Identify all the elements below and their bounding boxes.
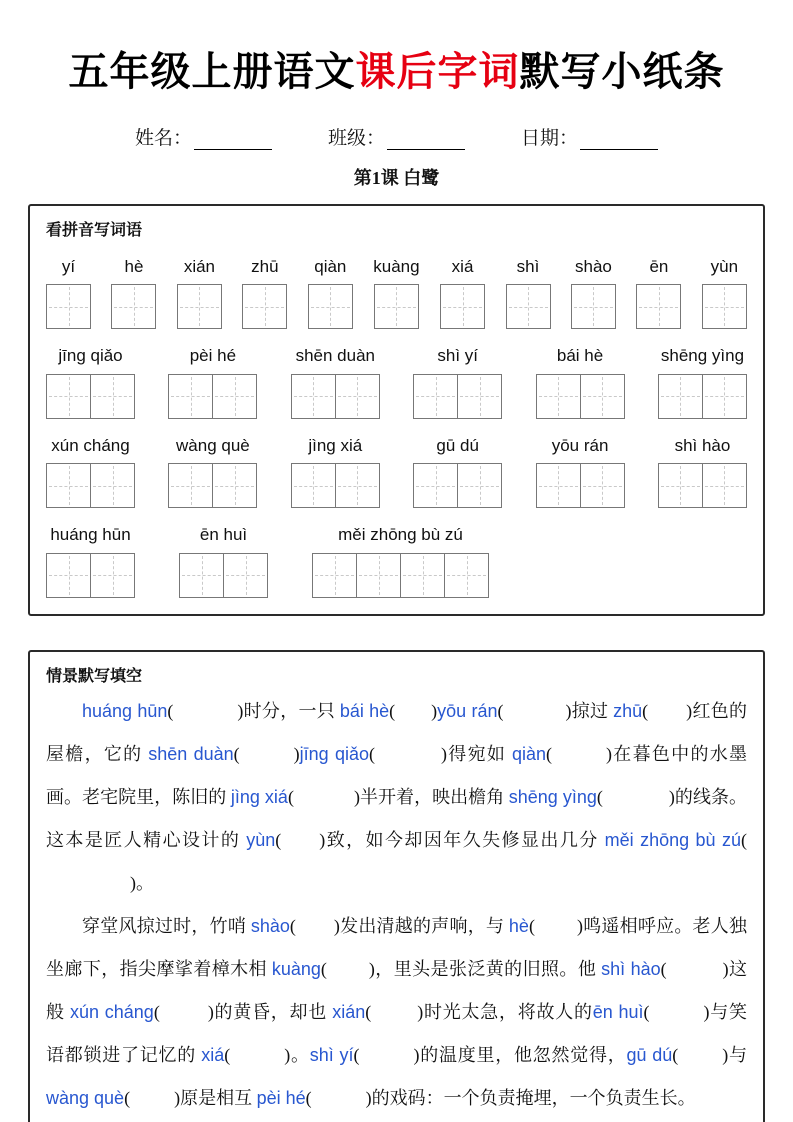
- open-paren: (: [368, 743, 375, 764]
- chinese-text: 的黄昏，却也: [213, 1001, 333, 1022]
- pinyin-grid-rows: [46, 257, 747, 598]
- pinyin-text: jīng qiǎo: [299, 743, 369, 764]
- lesson-title: 第1课 白鹭: [353, 168, 440, 188]
- pinyin-row: [46, 257, 747, 329]
- writing-grid: [636, 284, 681, 329]
- writing-cell: [636, 284, 681, 329]
- pinyin-word-item: [111, 257, 156, 329]
- fill-in-blank: [173, 716, 237, 717]
- open-paren: (: [741, 829, 748, 850]
- writing-cell: [179, 553, 224, 598]
- pinyin-label: bái hè: [556, 346, 604, 366]
- pinyin-text: yōu rán: [437, 700, 498, 721]
- pinyin-word-item: [46, 436, 135, 508]
- pinyin-text: yùn: [246, 829, 276, 850]
- open-paren: (: [305, 1087, 312, 1108]
- page-title: [28, 40, 765, 97]
- chinese-text: 半开着，映出檐角: [359, 786, 509, 807]
- close-paren: ): [368, 958, 375, 979]
- writing-cell: [702, 284, 747, 329]
- info-field-label: 姓名：: [134, 128, 192, 149]
- writing-grid: [46, 553, 135, 598]
- pinyin-word-item: [636, 257, 681, 329]
- writing-grid: [46, 284, 91, 329]
- pinyin-text: xún cháng: [70, 1001, 154, 1022]
- page-title-part: 课后字词: [355, 50, 520, 94]
- pinyin-word-item: [413, 346, 502, 418]
- pinyin-word-item: [413, 436, 502, 508]
- pinyin-word-item: [571, 257, 616, 329]
- open-paren: (: [596, 786, 603, 807]
- pinyin-text: xiá: [201, 1044, 225, 1065]
- pinyin-word-item: [179, 525, 268, 597]
- chinese-text: 。: [290, 1044, 310, 1065]
- info-field-label: 班级：: [327, 128, 385, 149]
- info-field-write-line: [387, 128, 465, 150]
- writing-cell: [335, 463, 380, 508]
- writing-cell: [46, 284, 91, 329]
- pinyin-label: xián: [183, 257, 215, 276]
- writing-cell: [506, 284, 551, 329]
- pinyin-label: yùn: [710, 257, 739, 276]
- chinese-text: 。: [136, 872, 154, 893]
- info-field: [521, 123, 658, 150]
- open-paren: (: [289, 915, 296, 936]
- chinese-text: 时分，一只: [243, 700, 340, 721]
- pinyin-section-heading: 看拼音写词语: [46, 222, 143, 239]
- chinese-text: 鸣遥相呼应。老人独坐廊下，指尖摩挲着樟木相: [46, 915, 748, 979]
- info-fields: [28, 123, 765, 150]
- writing-grid: [179, 553, 268, 598]
- chinese-text: 与笑语都锁进了记忆的: [46, 1001, 748, 1065]
- pinyin-word-item: [46, 257, 91, 329]
- writing-grid: [168, 463, 257, 508]
- writing-cell: [177, 284, 222, 329]
- writing-cell: [400, 553, 445, 598]
- fill-in-blank: [371, 1017, 417, 1018]
- chinese-text: 致，如今却因年久失修显出几分: [325, 829, 605, 850]
- writing-cell: [702, 463, 747, 508]
- close-paren: ): [130, 872, 136, 893]
- fill-in-blank: [535, 931, 577, 932]
- pinyin-word-item: [658, 346, 747, 418]
- fill-in-blank: [648, 716, 686, 717]
- pinyin-label: yōu rán: [551, 435, 609, 455]
- pinyin-word-item: [308, 257, 353, 329]
- info-field-label: 日期：: [521, 128, 579, 149]
- close-paren: ): [417, 1001, 424, 1022]
- pinyin-text: bái hè: [339, 700, 390, 721]
- fill-in-blank: [312, 1103, 366, 1104]
- pinyin-label: xiá: [451, 257, 474, 276]
- open-paren: (: [233, 743, 240, 764]
- open-paren: (: [642, 700, 649, 721]
- page-title-part: 五年级上册语文: [68, 50, 356, 94]
- pinyin-text: gū dú: [626, 1044, 673, 1065]
- close-paren: ): [722, 1044, 729, 1065]
- pinyin-word-item: [46, 346, 135, 418]
- chinese-text: 在暮色中的水墨画。老宅院里，陈旧的: [46, 743, 748, 807]
- pinyin-word-item: [168, 436, 257, 508]
- pinyin-text: kuàng: [271, 958, 321, 979]
- writing-cell: [168, 374, 213, 419]
- pinyin-text: xián: [332, 1001, 366, 1022]
- writing-grid: [177, 284, 222, 329]
- writing-cell: [444, 553, 489, 598]
- open-paren: (: [124, 1087, 131, 1108]
- pinyin-label: kuàng: [373, 257, 420, 276]
- writing-cell: [335, 374, 380, 419]
- info-field: [328, 123, 465, 150]
- pinyin-label: shēng yìng: [660, 346, 745, 366]
- open-paren: (: [389, 700, 396, 721]
- writing-cell: [242, 284, 287, 329]
- open-paren: (: [353, 1044, 360, 1065]
- writing-cell: [308, 284, 353, 329]
- fill-in-blank: [130, 1103, 174, 1104]
- close-paren: ): [353, 786, 360, 807]
- writing-grid: [291, 374, 380, 419]
- chinese-text: 红色的屋檐，它的: [46, 700, 747, 764]
- writing-cell: [291, 463, 336, 508]
- pinyin-label: xún cháng: [51, 435, 130, 455]
- fill-in-blank: [360, 1060, 414, 1061]
- chinese-text: 这般: [46, 958, 748, 1022]
- writing-grid: [702, 284, 747, 329]
- open-paren: (: [365, 1001, 372, 1022]
- pinyin-label: shào: [575, 257, 612, 276]
- writing-cell: [580, 463, 625, 508]
- close-paren: ): [703, 1001, 710, 1022]
- fill-in-blank: [327, 974, 369, 975]
- pinyin-row: [46, 346, 747, 418]
- dictation-paragraphs: [46, 690, 747, 1120]
- pinyin-label: pèi hé: [189, 346, 237, 366]
- pinyin-label: shì yí: [437, 346, 478, 366]
- writing-cell: [658, 374, 703, 419]
- writing-cell: [536, 463, 581, 508]
- pinyin-word-item: [291, 436, 380, 508]
- writing-grid: [111, 284, 156, 329]
- pinyin-word-item: [536, 346, 625, 418]
- dictation-section: [28, 650, 765, 1122]
- pinyin-text: měi zhōng bù zú: [604, 829, 742, 850]
- writing-grid: [413, 463, 502, 508]
- writing-grid: [46, 463, 135, 508]
- open-paren: (: [287, 786, 294, 807]
- fill-in-blank: [395, 716, 431, 717]
- pinyin-word-item: [702, 257, 747, 329]
- writing-cell: [90, 463, 135, 508]
- writing-cell: [291, 374, 336, 419]
- writing-grid: [413, 374, 502, 419]
- writing-grid: [242, 284, 287, 329]
- chinese-text: ，里头是张泛黄的旧照。他: [374, 958, 602, 979]
- pinyin-word-item: [440, 257, 485, 329]
- close-paren: ): [413, 1044, 420, 1065]
- writing-grid: [506, 284, 551, 329]
- pinyin-label: shì: [516, 257, 540, 276]
- chinese-text: 与: [728, 1044, 748, 1065]
- writing-cell: [457, 374, 502, 419]
- close-paren: ): [722, 958, 729, 979]
- close-paren: ): [440, 743, 447, 764]
- writing-cell: [571, 284, 616, 329]
- pinyin-label: gū dú: [436, 435, 479, 455]
- pinyin-text: shào: [250, 915, 290, 936]
- close-paren: ): [207, 1001, 214, 1022]
- chinese-text: 的线条。这本是匠人精心设计的: [46, 786, 748, 850]
- pinyin-label: hè: [124, 257, 144, 276]
- writing-cell: [312, 553, 357, 598]
- pinyin-label: jīng qiǎo: [58, 346, 123, 366]
- close-paren: ): [605, 743, 612, 764]
- pinyin-row: [46, 525, 747, 597]
- pinyin-text: hè: [508, 915, 529, 936]
- fill-in-blank: [294, 802, 354, 803]
- writing-cell: [111, 284, 156, 329]
- writing-grid: [291, 463, 380, 508]
- writing-cell: [356, 553, 401, 598]
- open-paren: (: [224, 1044, 231, 1065]
- writing-cell: [413, 374, 458, 419]
- fill-in-blank: [375, 759, 441, 760]
- open-paren: (: [275, 829, 282, 850]
- info-field-write-line: [194, 128, 272, 150]
- pinyin-word-item: [506, 257, 551, 329]
- info-field: [135, 123, 272, 150]
- pinyin-label: shì hào: [674, 435, 731, 455]
- fill-in-blank: [230, 1060, 284, 1061]
- writing-cell: [702, 374, 747, 419]
- close-paren: ): [431, 700, 438, 721]
- writing-cell: [374, 284, 419, 329]
- chinese-text: 发出清越的声响，与: [339, 915, 509, 936]
- chinese-text: 掠过: [571, 700, 614, 721]
- writing-grid: [308, 284, 353, 329]
- chinese-text: 原是相互: [180, 1087, 257, 1108]
- pinyin-label: yí: [61, 257, 76, 276]
- writing-grid: [168, 374, 257, 419]
- info-field-write-line: [580, 128, 658, 150]
- fill-in-blank: [160, 1017, 208, 1018]
- pinyin-text: shēn duàn: [148, 743, 234, 764]
- pinyin-text: shēng yìng: [508, 786, 597, 807]
- chinese-text: 时光太急，将故人的: [423, 1001, 593, 1022]
- writing-cell: [46, 374, 91, 419]
- writing-cell: [658, 463, 703, 508]
- close-paren: ): [576, 915, 583, 936]
- writing-cell: [580, 374, 625, 419]
- pinyin-text: huáng hūn: [82, 700, 168, 721]
- close-paren: ): [237, 700, 244, 721]
- pinyin-label: qiàn: [314, 257, 347, 276]
- writing-grid: [658, 374, 747, 419]
- pinyin-text: shì hào: [601, 958, 661, 979]
- fill-in-blank: [46, 888, 130, 889]
- writing-grid: [536, 374, 625, 419]
- pinyin-text: pèi hé: [256, 1087, 306, 1108]
- chinese-text: 的戏码：一个负责掩埋，一个负责生长。: [371, 1087, 696, 1108]
- pinyin-label: měi zhōng bù zú: [338, 525, 463, 545]
- writing-grid: [46, 374, 135, 419]
- dictation-paragraph: [46, 905, 747, 1120]
- pinyin-label: wàng què: [176, 435, 250, 455]
- pinyin-text: jìng xiá: [230, 786, 288, 807]
- chinese-text: 穿堂风掠过时，竹哨: [82, 915, 251, 936]
- open-paren: (: [167, 700, 174, 721]
- writing-grid: [658, 463, 747, 508]
- pinyin-word-item: [373, 257, 419, 329]
- open-paren: (: [153, 1001, 160, 1022]
- writing-cell: [46, 463, 91, 508]
- writing-cell: [46, 553, 91, 598]
- fill-in-blank: [667, 974, 723, 975]
- writing-grid: [312, 553, 489, 598]
- open-paren: (: [643, 1001, 650, 1022]
- pinyin-text: shì yí: [309, 1044, 354, 1065]
- pinyin-row: [46, 436, 747, 508]
- pinyin-label: zhū: [251, 257, 279, 276]
- writing-grid: [536, 463, 625, 508]
- writing-cell: [90, 553, 135, 598]
- fill-in-blank: [552, 759, 606, 760]
- close-paren: ): [293, 743, 300, 764]
- writing-cell: [212, 463, 257, 508]
- pinyin-label: ēn huì: [199, 525, 248, 545]
- writing-cell: [457, 463, 502, 508]
- dictation-paragraph: [46, 690, 747, 905]
- fill-in-blank: [281, 845, 319, 846]
- pinyin-label: huáng hūn: [50, 525, 131, 545]
- close-paren: ): [668, 786, 675, 807]
- close-paren: ): [284, 1044, 291, 1065]
- pinyin-word-item: [658, 436, 747, 508]
- open-paren: (: [528, 915, 535, 936]
- open-paren: (: [497, 700, 504, 721]
- pinyin-label: ēn: [649, 257, 669, 276]
- fill-in-blank: [678, 1060, 722, 1061]
- pinyin-word-item: [46, 525, 135, 597]
- pinyin-word-item: [177, 257, 222, 329]
- writing-cell: [440, 284, 485, 329]
- writing-grid: [440, 284, 485, 329]
- pinyin-word-item: [312, 525, 489, 597]
- pinyin-word-item: [291, 346, 380, 418]
- writing-grid: [571, 284, 616, 329]
- close-paren: ): [333, 915, 340, 936]
- page-title-part: 默写小纸条: [519, 50, 725, 94]
- chinese-text: 的温度里，他忽然觉得，: [419, 1044, 627, 1065]
- open-paren: (: [545, 743, 552, 764]
- chinese-text: 得宛如: [446, 743, 512, 764]
- pinyin-label: jìng xiá: [308, 435, 363, 455]
- pinyin-text: ēn huì: [592, 1001, 644, 1022]
- close-paren: ): [565, 700, 572, 721]
- fill-in-blank: [240, 759, 294, 760]
- pinyin-word-item: [168, 346, 257, 418]
- writing-cell: [413, 463, 458, 508]
- writing-cell: [536, 374, 581, 419]
- pinyin-section: [28, 204, 765, 616]
- pinyin-text: wàng què: [46, 1087, 125, 1108]
- writing-cell: [90, 374, 135, 419]
- pinyin-word-item: [242, 257, 287, 329]
- close-paren: ): [174, 1087, 181, 1108]
- pinyin-label: shēn duàn: [295, 346, 375, 366]
- writing-cell: [212, 374, 257, 419]
- dictation-section-heading: 情景默写填空: [46, 667, 143, 685]
- fill-in-blank: [650, 1017, 704, 1018]
- pinyin-text: qiàn: [511, 743, 546, 764]
- writing-grid: [374, 284, 419, 329]
- open-paren: (: [660, 958, 667, 979]
- pinyin-text: zhū: [613, 700, 643, 721]
- close-paren: ): [365, 1087, 372, 1108]
- writing-cell: [223, 553, 268, 598]
- fill-in-blank: [504, 716, 566, 717]
- close-paren: ): [319, 829, 326, 850]
- close-paren: ): [686, 700, 693, 721]
- fill-in-blank: [296, 931, 334, 932]
- fill-in-blank: [603, 802, 669, 803]
- writing-cell: [168, 463, 213, 508]
- open-paren: (: [672, 1044, 679, 1065]
- open-paren: (: [320, 958, 327, 979]
- pinyin-word-item: [536, 436, 625, 508]
